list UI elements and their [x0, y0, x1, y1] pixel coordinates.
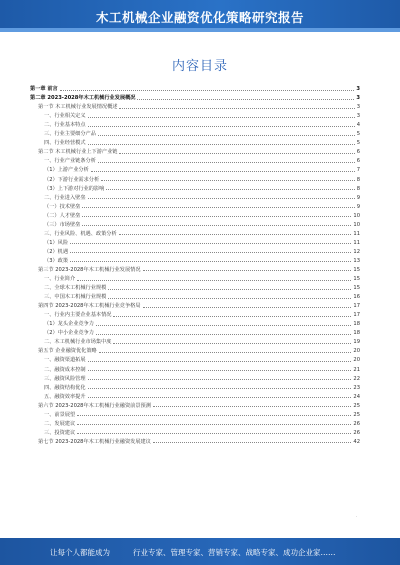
toc-entry-title: 三、投资建议 — [44, 429, 76, 436]
toc-dot-leader — [101, 179, 355, 181]
toc-entry-title: （三）市场壁垒 — [44, 221, 81, 228]
toc-dot-leader — [91, 170, 355, 172]
footer-banner — [0, 538, 400, 565]
toc-entry-page: 3 — [356, 95, 360, 102]
toc-entry-title: （1）风险 — [44, 239, 69, 246]
toc-entry-page: 8 — [356, 176, 360, 183]
toc-dot-leader — [98, 161, 355, 163]
toc-entry-title: 二、木工机械行业市场集中度 — [44, 339, 112, 346]
toc-entry-page: 20 — [353, 357, 360, 364]
toc-dot-leader — [82, 206, 354, 208]
toc-entry-title: 第五节 企业融资优化策略 — [38, 348, 97, 355]
toc-entry[interactable] — [30, 373, 360, 382]
toc-dot-leader — [70, 242, 351, 244]
toc-entry-page: 8 — [356, 185, 360, 192]
table-of-contents — [30, 83, 360, 445]
toc-dot-leader — [88, 197, 355, 199]
toc-entry-page: 18 — [353, 330, 360, 337]
toc-entry[interactable] — [30, 101, 360, 110]
toc-entry-page: 17 — [353, 312, 360, 319]
toc-entry-page: 7 — [356, 167, 360, 174]
toc-entry-title: 第七节 2023-2028年木工机械行业融资发展建议 — [38, 438, 151, 445]
toc-dot-leader — [82, 224, 351, 226]
toc-dot-leader — [82, 215, 351, 217]
toc-entry-page: 5 — [356, 131, 360, 138]
toc-entry[interactable] — [30, 246, 360, 255]
toc-entry-page: 3 — [356, 86, 360, 93]
toc-entry-page: 23 — [353, 384, 360, 391]
toc-entry-page: 16 — [353, 294, 360, 301]
toc-entry-page: 42 — [353, 438, 360, 445]
toc-entry-page: 3 — [356, 104, 360, 111]
toc-entry-page: 13 — [353, 257, 360, 264]
toc-dot-leader — [113, 315, 351, 317]
footer-slogan-left: 让每个人都能成为 — [50, 548, 110, 557]
toc-entry[interactable] — [30, 128, 360, 137]
toc-dot-leader — [77, 423, 351, 425]
toc-entry-page: 3 — [356, 113, 360, 120]
toc-entry-title: 第四节 2023-2028年木工机械行业竞争格局 — [38, 303, 141, 310]
toc-entry[interactable] — [30, 137, 360, 146]
toc-dot-leader — [88, 143, 355, 145]
toc-entry-page: 20 — [353, 348, 360, 355]
toc-entry[interactable] — [30, 119, 360, 128]
toc-entry[interactable] — [30, 336, 360, 345]
toc-entry-title: 四、行业经营模式 — [44, 140, 86, 147]
toc-entry-page: 18 — [353, 321, 360, 328]
toc-dot-leader — [119, 107, 354, 109]
toc-entry-title: 五、融资效率提升 — [44, 393, 86, 400]
toc-entry-title: 二、行业基本特点 — [44, 122, 86, 129]
toc-entry-title: （3）上下游对行业的影响 — [44, 185, 105, 192]
toc-entry-page: 10 — [353, 212, 360, 219]
toc-entry-title: 一、行业内主要企业基本情况 — [44, 312, 112, 319]
toc-dot-leader — [60, 89, 355, 91]
toc-dot-leader — [88, 396, 352, 398]
toc-entry[interactable] — [30, 436, 360, 445]
toc-entry-page: 26 — [353, 429, 360, 436]
toc-dot-leader — [88, 369, 352, 371]
toc-entry-title: 三、中国木工机械行业规模 — [44, 294, 107, 301]
toc-entry-title: 一、融资渠道拓展 — [44, 357, 86, 364]
toc-entry[interactable] — [30, 164, 360, 173]
toc-entry-page: 9 — [356, 203, 360, 210]
toc-entry-title: 第二章 2023-2028年木工机械行业发展概况 — [30, 95, 136, 102]
toc-entry-title: （1）上游产业分析 — [44, 167, 89, 174]
toc-entry[interactable] — [30, 309, 360, 318]
toc-entry-page: 10 — [353, 221, 360, 228]
toc-dot-leader — [119, 152, 354, 154]
toc-entry-page: 15 — [353, 276, 360, 283]
toc-entry-title: 二、融资成本控制 — [44, 366, 86, 373]
toc-entry-title: 一、行业产业链条分析 — [44, 158, 96, 165]
toc-entry[interactable] — [30, 391, 360, 400]
toc-entry-page: 15 — [353, 266, 360, 273]
toc-dot-leader — [137, 98, 354, 100]
toc-entry-title: （二）人才壁垒 — [44, 212, 81, 219]
toc-entry[interactable] — [30, 273, 360, 282]
toc-entry[interactable] — [30, 418, 360, 427]
toc-entry-title: 第三节 2023-2028年木工机械行业发展情况 — [38, 266, 141, 273]
toc-dot-leader — [77, 432, 351, 434]
toc-entry-title: 一、前景展望 — [44, 411, 76, 418]
toc-entry[interactable] — [30, 318, 360, 327]
toc-entry-title: 二、发展建议 — [44, 420, 76, 427]
toc-entry[interactable] — [30, 291, 360, 300]
toc-dot-leader — [88, 387, 352, 389]
toc-entry[interactable] — [30, 146, 360, 155]
toc-entry[interactable] — [30, 155, 360, 164]
toc-entry-title: （2）机遇 — [44, 248, 69, 255]
toc-entry-page: 21 — [353, 366, 360, 373]
toc-entry[interactable] — [30, 92, 360, 101]
toc-entry[interactable] — [30, 264, 360, 273]
toc-entry-page: 6 — [356, 149, 360, 156]
toc-entry[interactable] — [30, 345, 360, 354]
toc-entry-title: 四、融资结构优化 — [44, 384, 86, 391]
toc-dot-leader — [88, 378, 352, 380]
toc-dot-leader — [88, 116, 355, 118]
toc-entry-page: 26 — [353, 420, 360, 427]
toc-entry[interactable] — [30, 110, 360, 119]
toc-dot-leader — [143, 306, 352, 308]
header-accent-band — [0, 28, 400, 32]
toc-entry-title: （2）中小企业竞争力 — [44, 330, 94, 337]
toc-entry[interactable] — [30, 255, 360, 264]
toc-dot-leader — [77, 279, 351, 281]
toc-entry-page: 5 — [356, 140, 360, 147]
toc-entry[interactable] — [30, 201, 360, 210]
report-title: 木工机械企业融资优化策略研究报告 — [95, 10, 304, 25]
toc-entry-page: 9 — [356, 194, 360, 201]
toc-entry-page: 25 — [353, 402, 360, 409]
toc-entry-page: 15 — [353, 285, 360, 292]
toc-entry-title: 三、行业主要细分产品 — [44, 131, 96, 138]
toc-entry-title: （1）龙头企业竞争力 — [44, 321, 94, 328]
toc-dot-leader — [70, 251, 351, 253]
toc-entry-page: 11 — [353, 230, 360, 237]
toc-entry[interactable] — [30, 192, 360, 201]
toc-dot-leader — [143, 269, 352, 271]
toc-dot-leader — [88, 360, 352, 362]
toc-entry-page: 12 — [353, 248, 360, 255]
toc-entry-title: 第一节 木工机械行业发展情况概述 — [38, 104, 118, 111]
toc-entry[interactable] — [30, 237, 360, 246]
toc-dot-leader — [106, 188, 354, 190]
toc-entry-title: 第六节 2023-2028年木工机械行业融资前景预测 — [38, 402, 151, 409]
toc-dot-leader — [108, 297, 351, 299]
toc-entry[interactable] — [30, 400, 360, 409]
toc-dot-leader — [113, 342, 351, 344]
toc-entry[interactable] — [30, 219, 360, 228]
report-header-banner — [0, 0, 400, 32]
toc-entry-title: 二、行业进入壁垒 — [44, 194, 86, 201]
toc-entry[interactable] — [30, 228, 360, 237]
toc-entry-page: 17 — [353, 303, 360, 310]
toc-dot-leader — [99, 351, 352, 353]
toc-dot-leader — [96, 324, 351, 326]
toc-dot-leader — [70, 260, 351, 262]
toc-entry-page: 11 — [353, 239, 360, 246]
toc-dot-leader — [153, 441, 351, 443]
toc-dot-leader — [77, 414, 351, 416]
toc-entry-title: 一、行业相关定义 — [44, 113, 86, 120]
page-marker: · — [356, 514, 358, 519]
toc-entry-page: 24 — [353, 393, 360, 400]
toc-entry[interactable] — [30, 363, 360, 372]
toc-entry-page: 4 — [356, 122, 360, 129]
toc-dot-leader — [98, 134, 355, 136]
toc-entry[interactable] — [30, 83, 360, 92]
toc-entry[interactable] — [30, 427, 360, 436]
toc-entry-title: （2）下游行业需求分析 — [44, 176, 100, 183]
toc-entry-title: （一）技术壁垒 — [44, 203, 81, 210]
toc-entry-title: 第一章 前言 — [30, 86, 58, 93]
toc-entry-title: 二、全球木工机械行业规模 — [44, 285, 107, 292]
toc-entry-title: （3）政策 — [44, 257, 69, 264]
toc-entry[interactable] — [30, 327, 360, 336]
toc-entry[interactable] — [30, 382, 360, 391]
toc-entry[interactable] — [30, 300, 360, 309]
footer-slogan-right: 行业专家、管理专家、营销专家、战略专家、成功企业家…… — [133, 548, 336, 557]
toc-heading: 内容目录 — [171, 59, 228, 74]
toc-entry[interactable] — [30, 409, 360, 418]
toc-entry-page: 22 — [353, 375, 360, 382]
toc-entry-title: 三、行业风险、机遇、政策分析 — [44, 230, 117, 237]
toc-entry-title: 第二节 木工机械行业上下游产业链 — [38, 149, 118, 156]
toc-dot-leader — [108, 288, 351, 290]
toc-dot-leader — [88, 125, 355, 127]
toc-dot-leader — [96, 333, 351, 335]
toc-entry[interactable] — [30, 210, 360, 219]
toc-entry-page: 25 — [353, 411, 360, 418]
toc-entry-page: 6 — [356, 158, 360, 165]
toc-entry[interactable] — [30, 173, 360, 182]
toc-entry-page: 19 — [353, 339, 360, 346]
toc-entry[interactable] — [30, 183, 360, 192]
toc-entry-title: 三、融资风险管理 — [44, 375, 86, 382]
toc-entry-title: 一、行业简介 — [44, 276, 76, 283]
toc-dot-leader — [153, 405, 351, 407]
toc-entry[interactable] — [30, 282, 360, 291]
toc-entry[interactable] — [30, 354, 360, 363]
toc-dot-leader — [119, 233, 352, 235]
